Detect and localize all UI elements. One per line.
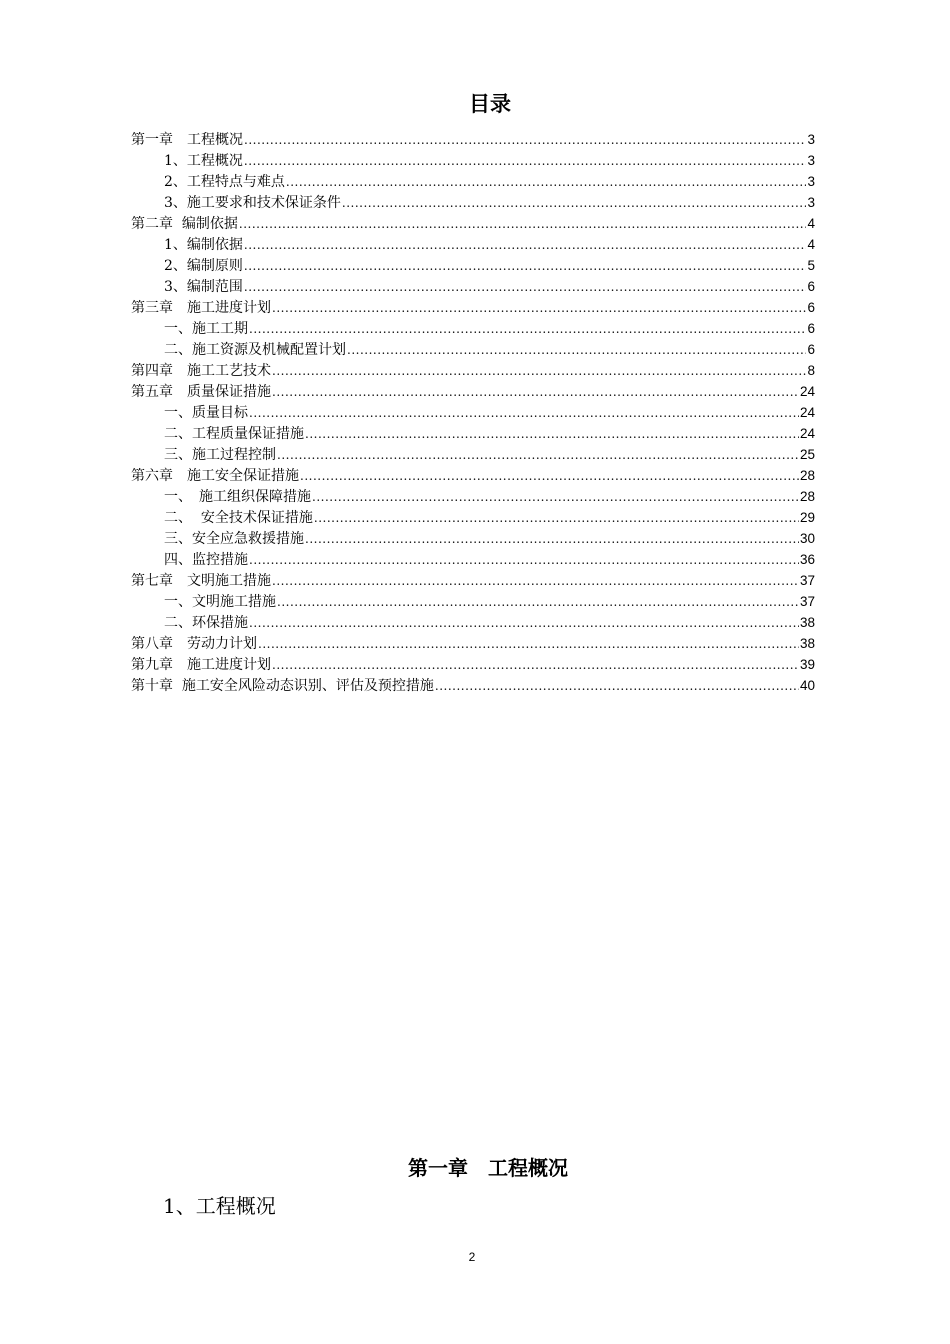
toc-dot-leader xyxy=(277,592,799,613)
toc-entry-page: 3 xyxy=(807,195,815,210)
toc-entry-page: 28 xyxy=(799,468,815,483)
toc-entry[interactable] xyxy=(131,465,815,486)
toc-entry[interactable] xyxy=(131,423,815,444)
toc-dot-leader xyxy=(277,445,799,466)
toc-dot-leader xyxy=(347,340,806,361)
toc-entry-label: 2、工程特点与难点 xyxy=(164,174,285,190)
toc-entry-label: 二、环保措施 xyxy=(164,615,248,631)
toc-entry[interactable] xyxy=(131,192,815,213)
toc-dot-leader xyxy=(342,193,807,214)
toc-entry-page: 24 xyxy=(799,405,815,420)
toc-entry-label: 第一章 工程概况 xyxy=(131,132,243,148)
toc-entry-page: 6 xyxy=(807,342,815,357)
toc-entry[interactable] xyxy=(131,276,815,297)
toc-entry-label: 第二章 编制依据 xyxy=(131,216,238,232)
toc-entry-page: 4 xyxy=(807,216,815,231)
toc-title: 目录 xyxy=(469,92,511,116)
toc-entry[interactable] xyxy=(131,507,815,528)
toc-entry-page: 3 xyxy=(807,132,815,147)
toc-dot-leader xyxy=(249,403,799,424)
toc-dot-leader xyxy=(258,634,799,655)
toc-entry-page: 37 xyxy=(799,594,815,609)
toc-entry-label: 一、 施工组织保障措施 xyxy=(164,489,311,505)
toc-dot-leader xyxy=(244,277,807,298)
toc-entry-label: 2、编制原则 xyxy=(164,258,243,274)
toc-entry-label: 四、监控措施 xyxy=(164,552,248,568)
toc-entry-page: 24 xyxy=(799,384,815,399)
toc-entry-page: 36 xyxy=(799,552,815,567)
toc-entry-page: 3 xyxy=(807,174,815,189)
toc-entry-page: 37 xyxy=(799,573,815,588)
toc-entry-page: 40 xyxy=(799,678,815,693)
toc-entry-page: 5 xyxy=(807,258,815,273)
toc-entry[interactable] xyxy=(131,612,815,633)
section-heading: 1、工程概况 xyxy=(163,1194,276,1218)
toc-dot-leader xyxy=(249,550,799,571)
table-of-contents xyxy=(131,129,815,696)
toc-entry[interactable] xyxy=(131,654,815,675)
toc-dot-leader xyxy=(249,319,806,340)
toc-entry[interactable] xyxy=(131,444,815,465)
toc-entry-label: 第四章 施工工艺技术 xyxy=(131,363,271,379)
toc-dot-leader xyxy=(239,214,807,235)
toc-entry[interactable] xyxy=(131,234,815,255)
toc-entry-page: 6 xyxy=(807,321,815,336)
toc-dot-leader xyxy=(244,235,807,256)
toc-entry[interactable] xyxy=(131,591,815,612)
toc-entry[interactable] xyxy=(131,633,815,654)
toc-entry-page: 24 xyxy=(799,426,815,441)
toc-entry-label: 第八章 劳动力计划 xyxy=(131,636,257,652)
toc-entry-page: 6 xyxy=(807,279,815,294)
toc-entry-page: 38 xyxy=(799,636,815,651)
toc-dot-leader xyxy=(249,613,799,634)
chapter-heading: 第一章 工程概况 xyxy=(408,1156,568,1180)
toc-entry-label: 1、编制依据 xyxy=(164,237,243,253)
toc-entry[interactable] xyxy=(131,528,815,549)
toc-entry-page: 30 xyxy=(799,531,815,546)
toc-entry-page: 6 xyxy=(807,300,815,315)
toc-entry-label: 一、质量目标 xyxy=(164,405,248,421)
toc-entry-page: 28 xyxy=(799,489,815,504)
toc-entry-page: 29 xyxy=(799,510,815,525)
toc-entry-label: 3、编制范围 xyxy=(164,279,243,295)
toc-entry[interactable] xyxy=(131,570,815,591)
toc-entry[interactable] xyxy=(131,318,815,339)
toc-entry-page: 38 xyxy=(799,615,815,630)
toc-dot-leader xyxy=(312,487,799,508)
toc-entry[interactable] xyxy=(131,486,815,507)
toc-entry-label: 一、施工工期 xyxy=(164,321,248,337)
toc-entry[interactable] xyxy=(131,402,815,423)
toc-dot-leader xyxy=(305,424,799,445)
toc-dot-leader xyxy=(300,466,799,487)
toc-dot-leader xyxy=(244,256,807,277)
toc-entry-page: 39 xyxy=(799,657,815,672)
toc-entry[interactable] xyxy=(131,150,815,171)
toc-dot-leader xyxy=(244,151,807,172)
toc-entry-label: 第七章 文明施工措施 xyxy=(131,573,271,589)
toc-dot-leader xyxy=(314,508,799,529)
toc-entry-label: 第九章 施工进度计划 xyxy=(131,657,271,673)
toc-dot-leader xyxy=(305,529,799,550)
toc-dot-leader xyxy=(272,298,806,319)
toc-entry[interactable] xyxy=(131,339,815,360)
toc-entry-label: 第六章 施工安全保证措施 xyxy=(131,468,299,484)
toc-entry[interactable] xyxy=(131,549,815,570)
toc-entry[interactable] xyxy=(131,297,815,318)
toc-entry[interactable] xyxy=(131,213,815,234)
toc-dot-leader xyxy=(286,172,807,193)
toc-entry-label: 二、施工资源及机械配置计划 xyxy=(164,342,346,358)
toc-dot-leader xyxy=(272,571,799,592)
toc-entry-label: 二、工程质量保证措施 xyxy=(164,426,304,442)
page-number: 2 xyxy=(468,1250,476,1264)
toc-entry-label: 第五章 质量保证措施 xyxy=(131,384,271,400)
toc-dot-leader xyxy=(272,655,799,676)
toc-entry-label: 第十章 施工安全风险动态识别、评估及预控措施 xyxy=(131,678,434,694)
toc-entry[interactable] xyxy=(131,675,815,696)
toc-entry-label: 一、文明施工措施 xyxy=(164,594,276,610)
toc-dot-leader xyxy=(244,130,806,151)
toc-entry[interactable] xyxy=(131,360,815,381)
toc-entry[interactable] xyxy=(131,381,815,402)
toc-entry-label: 三、安全应急救援措施 xyxy=(164,531,304,547)
toc-entry[interactable] xyxy=(131,171,815,192)
toc-entry-label: 3、施工要求和技术保证条件 xyxy=(164,195,341,211)
toc-dot-leader xyxy=(272,382,799,403)
toc-entry-page: 3 xyxy=(807,153,815,168)
toc-entry[interactable] xyxy=(131,129,815,150)
toc-entry-page: 8 xyxy=(807,363,815,378)
toc-dot-leader xyxy=(272,361,806,382)
toc-entry-label: 1、工程概况 xyxy=(164,153,243,169)
toc-entry-label: 二、 安全技术保证措施 xyxy=(164,510,313,526)
toc-entry-page: 25 xyxy=(799,447,815,462)
toc-dot-leader xyxy=(435,676,799,697)
toc-entry-label: 第三章 施工进度计划 xyxy=(131,300,271,316)
toc-entry[interactable] xyxy=(131,255,815,276)
toc-entry-label: 三、施工过程控制 xyxy=(164,447,276,463)
toc-entry-page: 4 xyxy=(807,237,815,252)
